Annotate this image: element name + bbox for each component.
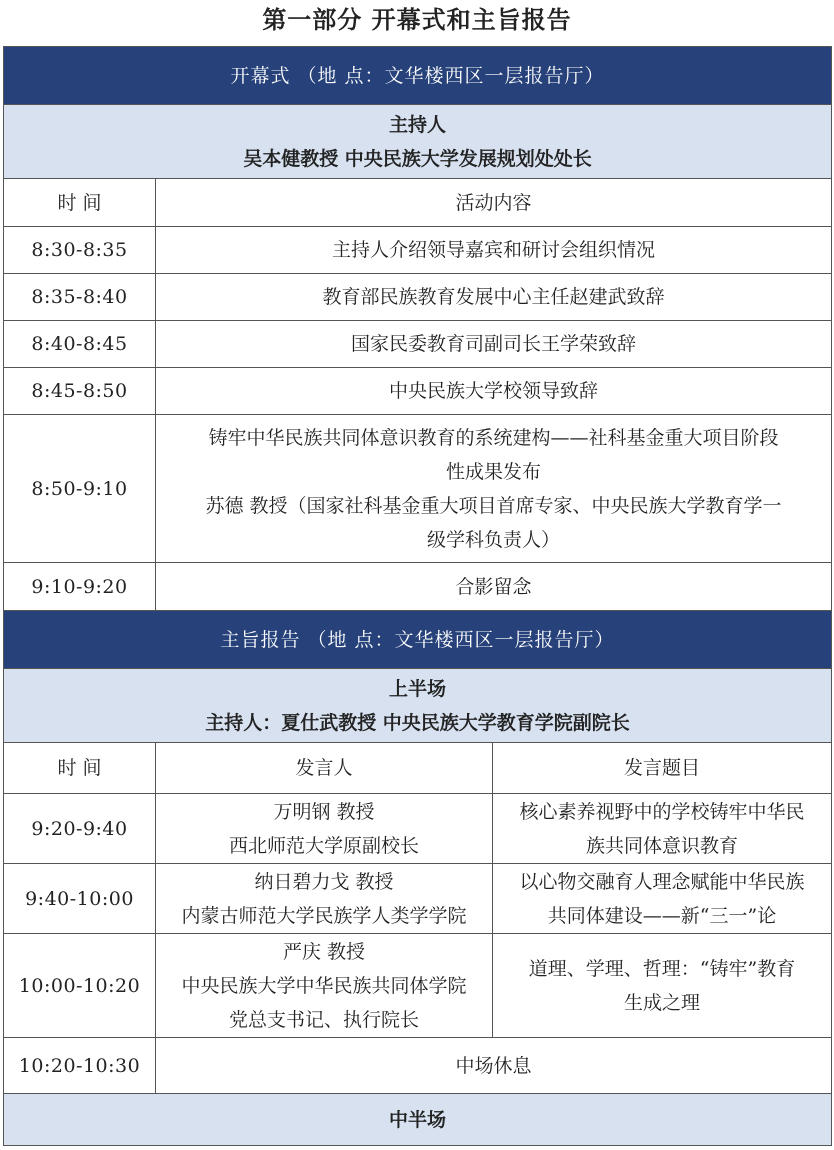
opening-host-cell [4,105,832,179]
time-cell: 8:30-8:35 [4,227,156,274]
topic-line: 核心素养视野中的学校铸牢中华民 [519,800,805,823]
speaker-name: 万明钢 教授 [273,800,375,823]
page-title: 第一部分 开幕式和主旨报告 [262,6,572,34]
topic-line: 族共同体意识教育 [585,834,738,857]
time-cell: 9:10-9:20 [4,563,156,611]
opening-header: 开幕式 （地 点：文华楼西区一层报告厅） [4,47,832,105]
session2-label: 中半场 [4,1094,832,1146]
time-cell: 9:40-10:00 [4,864,156,934]
time-cell: 8:45-8:50 [4,368,156,415]
session2-row [4,1094,832,1146]
table-row [4,415,832,563]
col-activity-header: 活动内容 [156,179,832,227]
speaker-affiliation: 西北师范大学原副校长 [228,834,419,857]
table-row [4,274,832,321]
time-cell: 8:50-9:10 [4,415,156,563]
session1-host: 主持人：夏仕武教授 中央民族大学教育学院副院长 [205,711,630,734]
activity-cell: 教育部民族教育发展中心主任赵建武致辞 [156,274,832,321]
topic-cell [493,794,832,864]
topic-line: 生成之理 [623,991,700,1014]
keynote-header-row [4,611,832,669]
activity-line: 性成果发布 [445,460,541,483]
schedule-table [3,46,832,1146]
time-cell: 9:20-9:40 [4,794,156,864]
keynote-header: 主旨报告 （地 点：文华楼西区一层报告厅） [4,611,832,669]
opening-host-name: 吴本健教授 中央民族大学发展规划处处长 [243,147,592,170]
col-speaker-header: 发言人 [156,743,493,794]
speaker-name: 严庆 教授 [282,940,366,963]
table-row [4,1038,832,1094]
topic-cell [493,934,832,1038]
activity-line: 级学科负责人） [426,528,560,551]
opening-host-label: 主持人 [388,113,446,136]
speaker-cell [156,864,493,934]
session1-host-row [4,669,832,743]
activity-cell: 合影留念 [156,563,832,611]
time-cell: 10:20-10:30 [4,1038,156,1094]
table-row [4,368,832,415]
table-row [4,563,832,611]
topic-line: 道理、学理、哲理：“铸牢”教育 [528,957,796,980]
col-topic-header: 发言题目 [493,743,832,794]
col-time-header: 时 间 [4,179,156,227]
speaker-name: 纳日碧力戈 教授 [254,870,394,893]
topic-cell [493,864,832,934]
topic-line: 共同体建设——新“三一”论 [547,904,777,927]
speaker-title: 党总支书记、执行院长 [228,1008,419,1031]
activity-line: 苏德 教授（国家社科基金重大项目首席专家、中央民族大学教育学一 [205,494,782,517]
opening-host-row [4,105,832,179]
opening-column-header-row [4,179,832,227]
speaker-cell [156,934,493,1038]
table-row [4,864,832,934]
table-row [4,321,832,368]
time-cell: 8:35-8:40 [4,274,156,321]
activity-line: 铸牢中华民族共同体意识教育的系统建构——社科基金重大项目阶段 [208,426,779,449]
table-row [4,934,832,1038]
activity-cell: 国家民委教育司副司长王学荣致辞 [156,321,832,368]
speaker-affiliation: 中央民族大学中华民族共同体学院 [181,974,467,997]
activity-cell [156,415,832,563]
speaker-affiliation: 内蒙古师范大学民族学人类学学院 [181,904,467,927]
table-row [4,794,832,864]
topic-line: 以心物交融育人理念赋能中华民族 [519,870,805,893]
session1-label: 上半场 [388,677,446,700]
time-cell: 8:40-8:45 [4,321,156,368]
activity-cell: 主持人介绍领导嘉宾和研讨会组织情况 [156,227,832,274]
keynote-column-header-row [4,743,832,794]
speaker-cell [156,794,493,864]
col-time-header: 时 间 [4,743,156,794]
activity-cell: 中央民族大学校领导致辞 [156,368,832,415]
break-cell: 中场休息 [156,1038,832,1094]
time-cell: 10:00-10:20 [4,934,156,1038]
table-row [4,227,832,274]
opening-header-row [4,47,832,105]
session1-host-cell [4,669,832,743]
